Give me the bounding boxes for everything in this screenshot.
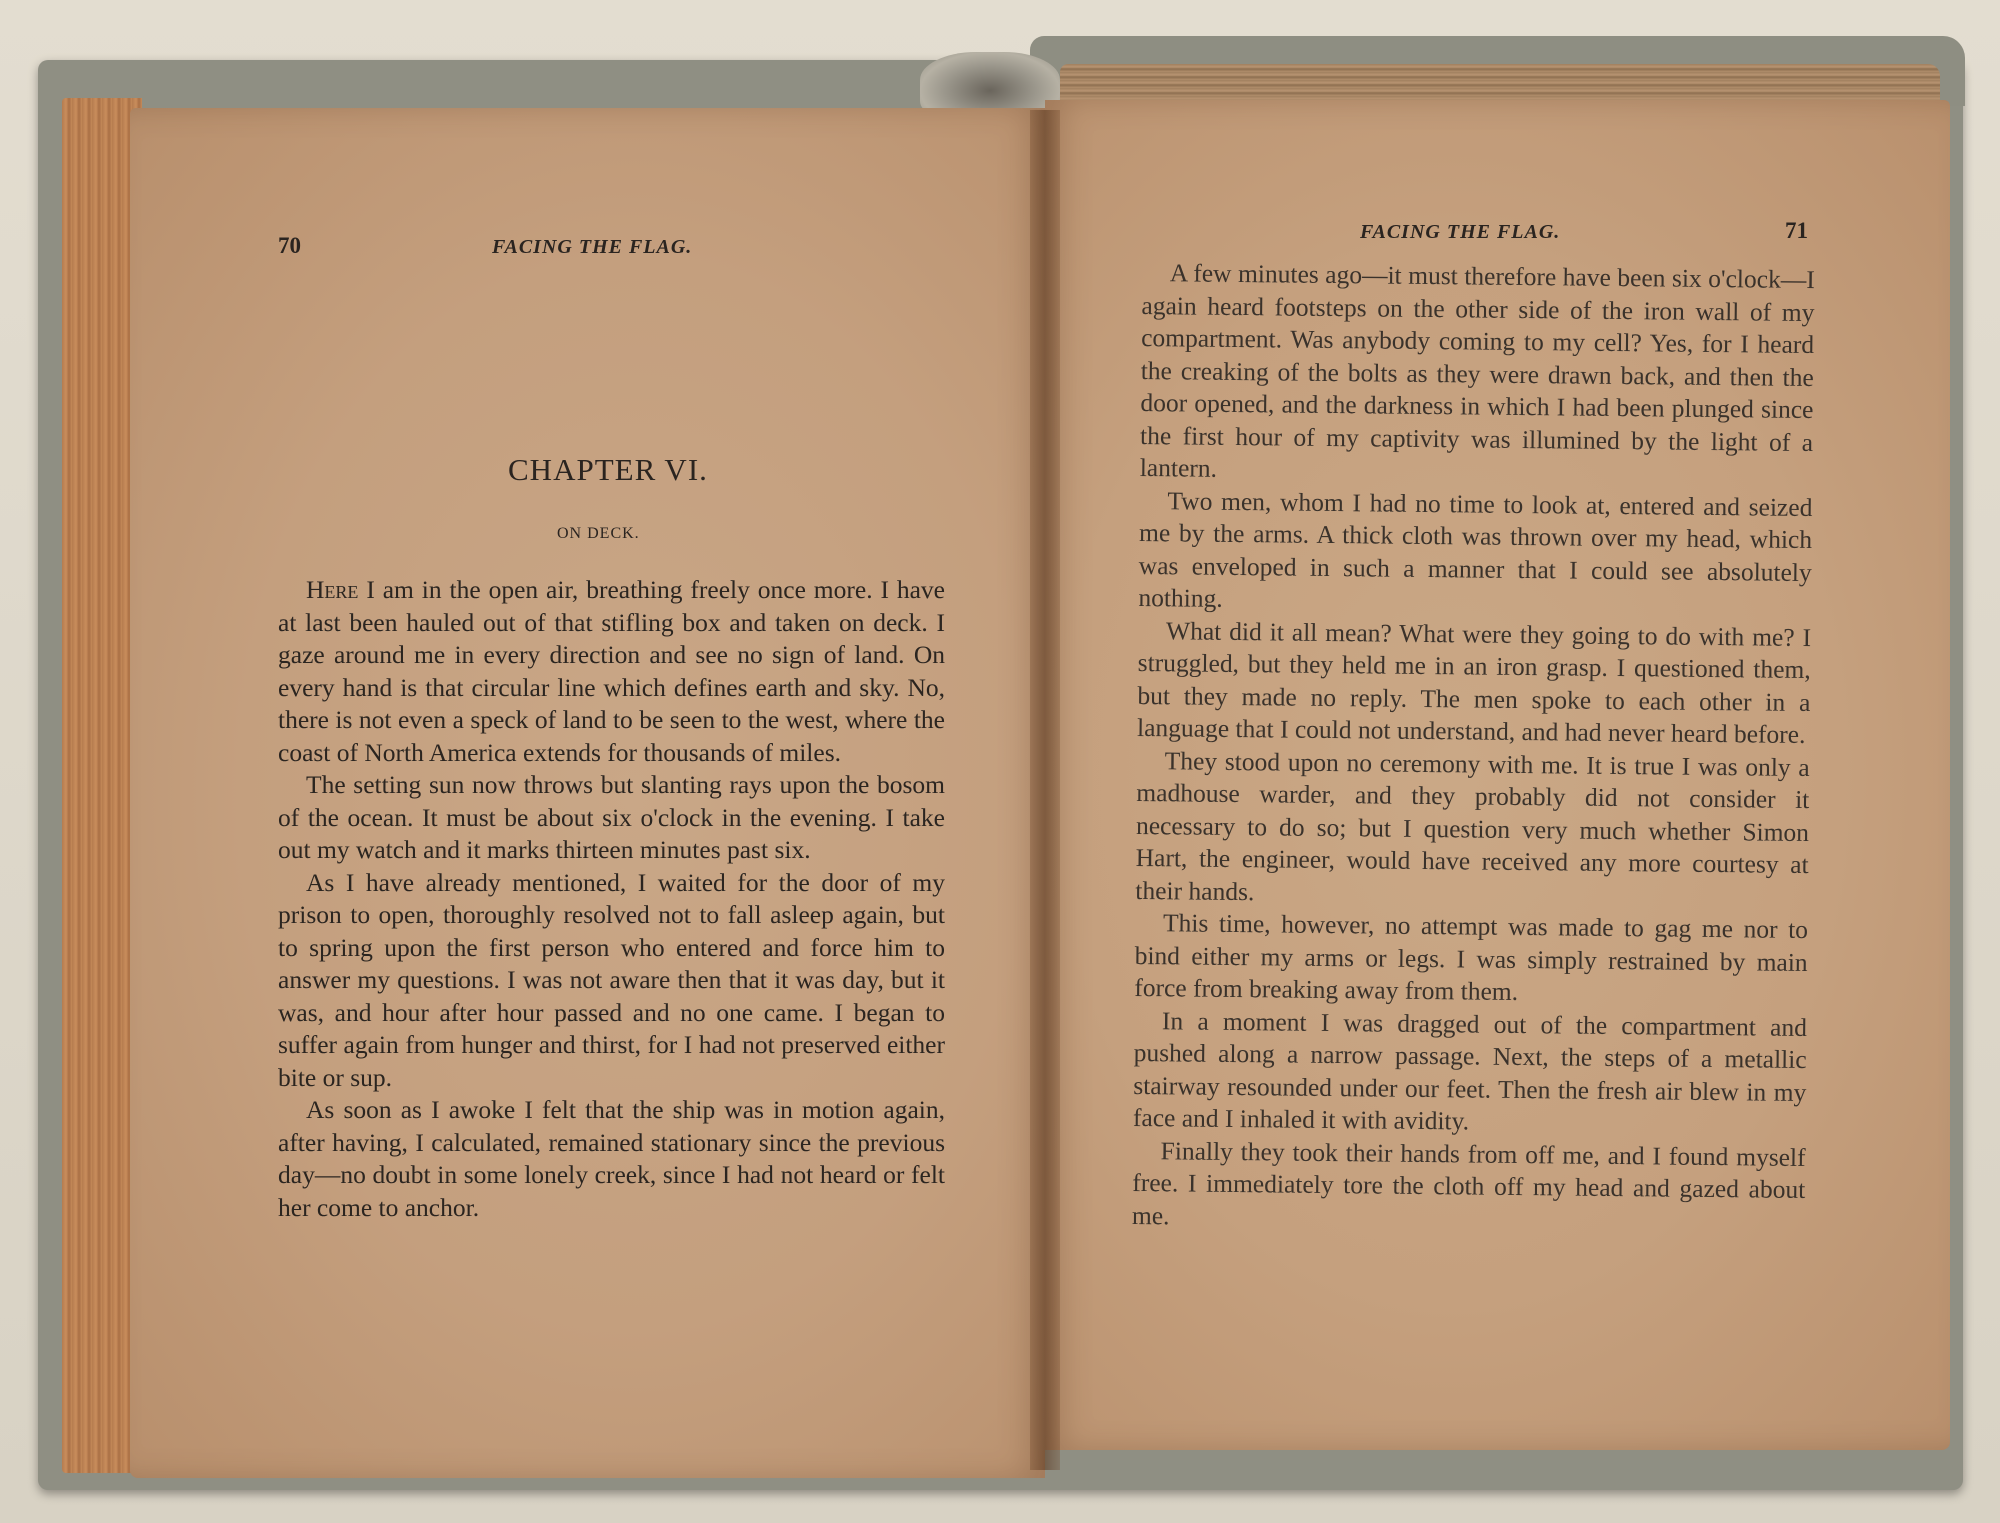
paragraph-text: I am in the open air, breathing freely once more. I have at last been hauled out of that stifling box and taken on deck. I gaze around me in every direction and see no sign of land. On every hand is that circular line which defines earth and sky. No, there is not even a speck of land to be seen to the west, where the coast of North America extends for thousands of miles. <box>278 575 945 767</box>
right-running-head: FACING THE FLAG. <box>1360 221 1561 243</box>
left-paragraph: The setting sun now throws but slanting rays upon the bosom of the ocean. It must be about six o'clock in the evening. I take out my watch and it marks thirteen minutes past six. <box>278 770 945 864</box>
right-paragraph: In a moment I was dragged out of the compartment and pushed along a narrow passage. Next, the steps of a metallic stairway resounded under our feet. Then the fresh air blew in my face and I inhaled it with avidity. <box>1132 1005 1808 1136</box>
right-paragraph: They stood upon no ceremony with me. It is true I was only a madhouse warder, and they probably did not consider it necessary to do so; but I question very much whether Simon Hart, the engineer, would have received any more courtesy at their hands. <box>1135 745 1810 906</box>
left-page-number: 70 <box>278 233 301 258</box>
book-gutter <box>1030 110 1060 1470</box>
right-paragraph: This time, however, no attempt was made to gag me nor to bind either my arms or legs. I was simply restrained by main force from breaking away from them. <box>1134 908 1809 1006</box>
left-paragraph <box>278 574 945 769</box>
lead-word: Here <box>306 575 359 604</box>
right-paragraph: Two men, whom I had no time to look at, entered and seized me by the arms. A thick cloth was thrown over my head, which was enveloped in such a manner that I could see absolutely nothing. <box>1138 485 1813 613</box>
left-paragraph: As I have already mentioned, I waited for the door of my prison to open, thoroughly resolved not to fall asleep again, but to spring upon the first person who entered and force him to answer my questions. I was not aware then that it was day, but it was, and hour after hour passed and no one came. I began to suffer again from hunger and thirst, for I had not preserved either bite or sup. <box>278 867 945 1092</box>
right-paragraph: Finally they took their hands from off me, and I found myself free. I immediately tore the cloth off my head and gazed about me. <box>1131 1135 1806 1230</box>
right-page-number: 71 <box>1785 218 1808 243</box>
chapter-title: CHAPTER VI. <box>508 452 708 487</box>
chapter-subtitle: ON DECK. <box>557 525 640 542</box>
right-page-body <box>1132 257 1815 1239</box>
right-paragraph: A few minutes ago—it must therefore have been six o'clock—I again heard footsteps on the other side of the iron wall of my compartment. Was anybody coming to my cell? Yes, for I heard the creaking of the bolts as they were drawn back, and then the door opened, and the darkness in which I had been plunged since the first hour of my captivity was illumined by the light of a lantern. <box>1139 258 1815 483</box>
right-paragraph: What did it all mean? What were they going to do with me? I struggled, but they held me in an iron grasp. I questioned them, but they made no reply. The men spoke to each other in a language that I could not understand, and had never heard before. <box>1136 615 1812 749</box>
left-running-head: FACING THE FLAG. <box>492 236 693 258</box>
left-paragraph: As soon as I awoke I felt that the ship was in motion again, after having, I calculated, remained stationary since the previous day—no doubt in some lonely creek, since I had not heard or felt her come to anchor. <box>278 1095 945 1222</box>
left-page-body <box>278 574 945 1224</box>
